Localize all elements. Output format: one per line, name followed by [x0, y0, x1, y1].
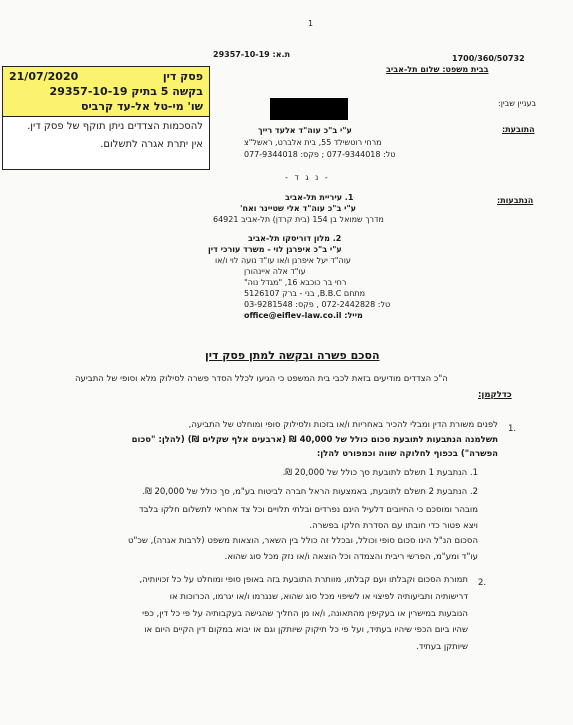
- judge-note: [2, 117, 210, 170]
- paragraph1-cont-line: עו"ד ומע"מ, הפרשי ריבית והצמדה וכל הוצאה ו/או נזק מכל סוג שהוא.: [224, 551, 478, 562]
- payment-item: 2. הנתבעת 2 תשלם לתובעת, באמצעות הראל חברה לביטוח בע"מ, סך כולל של 20,000 ₪.: [142, 487, 478, 497]
- judge-note-line2: אין יתרת אגרה לתשלום.: [100, 139, 203, 150]
- court-file-number: 1700/360/50732: [452, 54, 525, 63]
- judgment-stamp: [2, 66, 210, 117]
- paragraph1-line: לפנים משורת הדין ומבלי להכיר באחריות ו/או בזכות ולסילוק סופי ומוחלט של התביעה,: [188, 420, 498, 430]
- page-number: 1: [308, 19, 314, 28]
- paragraph2: [92, 572, 468, 656]
- paragraph1-line: הפשרה") בכפוף לחלוקה שווה וכמפורט להלן:: [316, 449, 498, 460]
- paragraph2-number: 2.: [478, 578, 487, 588]
- stamp-type: פסק דין: [162, 70, 203, 83]
- paragraph1-line: תשלמנה הנתבעות לתובעת סכום כולל של 40,000 ₪ (ארבעים אלף שקלים ₪) (להלן: "סכום: [131, 434, 498, 445]
- defendant2-line3: רחי בר כוכבא 16, "מגדל נוה": [244, 278, 347, 287]
- versus-separator: - נ ג ד -: [285, 173, 330, 182]
- court-name: בבית משפט: שלום תל-אביב: [386, 65, 489, 74]
- paragraph1-number: 1.: [508, 424, 517, 434]
- stamp-request: בקשה 5 בתיק 29357-10-19: [49, 85, 203, 98]
- defendants-label: הנתבעות:: [497, 196, 534, 205]
- paragraph2-line: תמורת הסכום וקבלתו ועם קבלתו, מוותרת התובעת בזה באופן סופי ומוחלט על כל זכויותיה,: [139, 575, 468, 585]
- intro-line1: ה"כ הצדדים מודיעים בזאת לכבי בית המשפט כי הגיעו לכלל הסדר פשרה לסילוק מלא וסופי של התביעה: [75, 374, 448, 384]
- judge-note-line1: להסכמות הצדדים ניתן תוקף של פסק דין.: [27, 121, 203, 132]
- stamp-date: 21/07/2020: [9, 70, 79, 83]
- paragraph2-line: שהיו ביום הכפי שיהיו בעתיד, ועל פי כל תיקוק שיותקן וגם או יבוא במקום דין הקיים היום או: [144, 625, 468, 636]
- defendant2-line2: עו"ד אלה איינהורן: [244, 267, 306, 276]
- defendant1-title: 1. עיריית תל-אביב: [285, 193, 354, 202]
- paragraph1-cont-line: ויצא פטור כדי חובתו עם הסדרת חלקו בפשרה.: [309, 520, 478, 531]
- paragraph2-line: דרישותיה ותביעותיה לפיצוי או לשיפוי מכל סוג שהוא, שנגרמו ו/או יגרמו, הכרוכות או: [169, 591, 468, 602]
- document-title: הסכם פשרה ובקשה למתן פסק דין: [205, 349, 380, 362]
- payment-item: 1. הנתבעת 1 תשלם לתובעת סך כולל של 20,000 ₪.: [282, 468, 478, 478]
- stamp-judge: שו' מי-טל אל-עד קרביס: [80, 100, 203, 113]
- plaintiff-phone: טל: 077-9344018 ; פקס: 077-9344018: [244, 150, 396, 159]
- plaintiff-label: התובעת:: [502, 125, 535, 134]
- paragraph1: [100, 418, 498, 462]
- defendant2-line5: טל: 072-2442828 , פקס: 03-9281548: [244, 300, 391, 309]
- paragraph1-continued: [100, 503, 478, 565]
- matter-label: בעניין שבין:: [498, 99, 537, 108]
- defendant2-line4: מתחם B.B.C, בני - ברק 5126107: [244, 289, 366, 298]
- intro-line2: כדלקמן:: [478, 390, 512, 400]
- redaction-block: [270, 98, 348, 120]
- defendant1-rep: ע"י ב"כ עוה"ד אלי שטיינר ואח': [240, 204, 356, 213]
- plaintiff-address: מרחי רוטשילד 55, בית אלברט, ראשל"צ: [244, 138, 382, 147]
- paragraph2-line: הנובעות במישרין או בעקיפין מהתאונה, ו/או מן החליך שהגישה בעקבותיה על פי כל דין, כפי: [142, 608, 468, 619]
- payment-items: [100, 464, 478, 502]
- paragraph2-line: שיותקן בעתיד.: [416, 642, 468, 653]
- paragraph1-cont-line: הסכום הנ"ל הינו סכום סופי וכולל, ובכלל זה כולל בין השאר, הוצאות משפט (לרבות אגרה), שכ"ט: [127, 536, 478, 546]
- paragraph1-cont-line: מובהר ומוסכם כי החיובים דלעיל הינם נפרדים ובלתי תלויים וכל צד אחראי לתשלום חלקו בלבד: [138, 505, 478, 515]
- defendant2-rep: ע"י ב"כ איפרגן לוי - משרד עורכי דין: [208, 245, 342, 254]
- case-reference: ת.א: 29357-10-19: [213, 50, 291, 59]
- defendant2-email: מייל: office@eiflev-law.co.il: [244, 311, 363, 320]
- defendant2-title: 2. מלון דוריסקו תל-אביב: [248, 234, 342, 243]
- defendant1-address: מדרך שמואל בן 154 (בית קרדן) תל-אביב 64921: [213, 215, 384, 224]
- defendant2-line1: עוה"ד יעל איפרגן ו/או עו"ד נועה לוי ו/או: [215, 256, 351, 265]
- plaintiff-rep: ע"י ב"כ עוה"ד אלעד רייך: [258, 126, 352, 135]
